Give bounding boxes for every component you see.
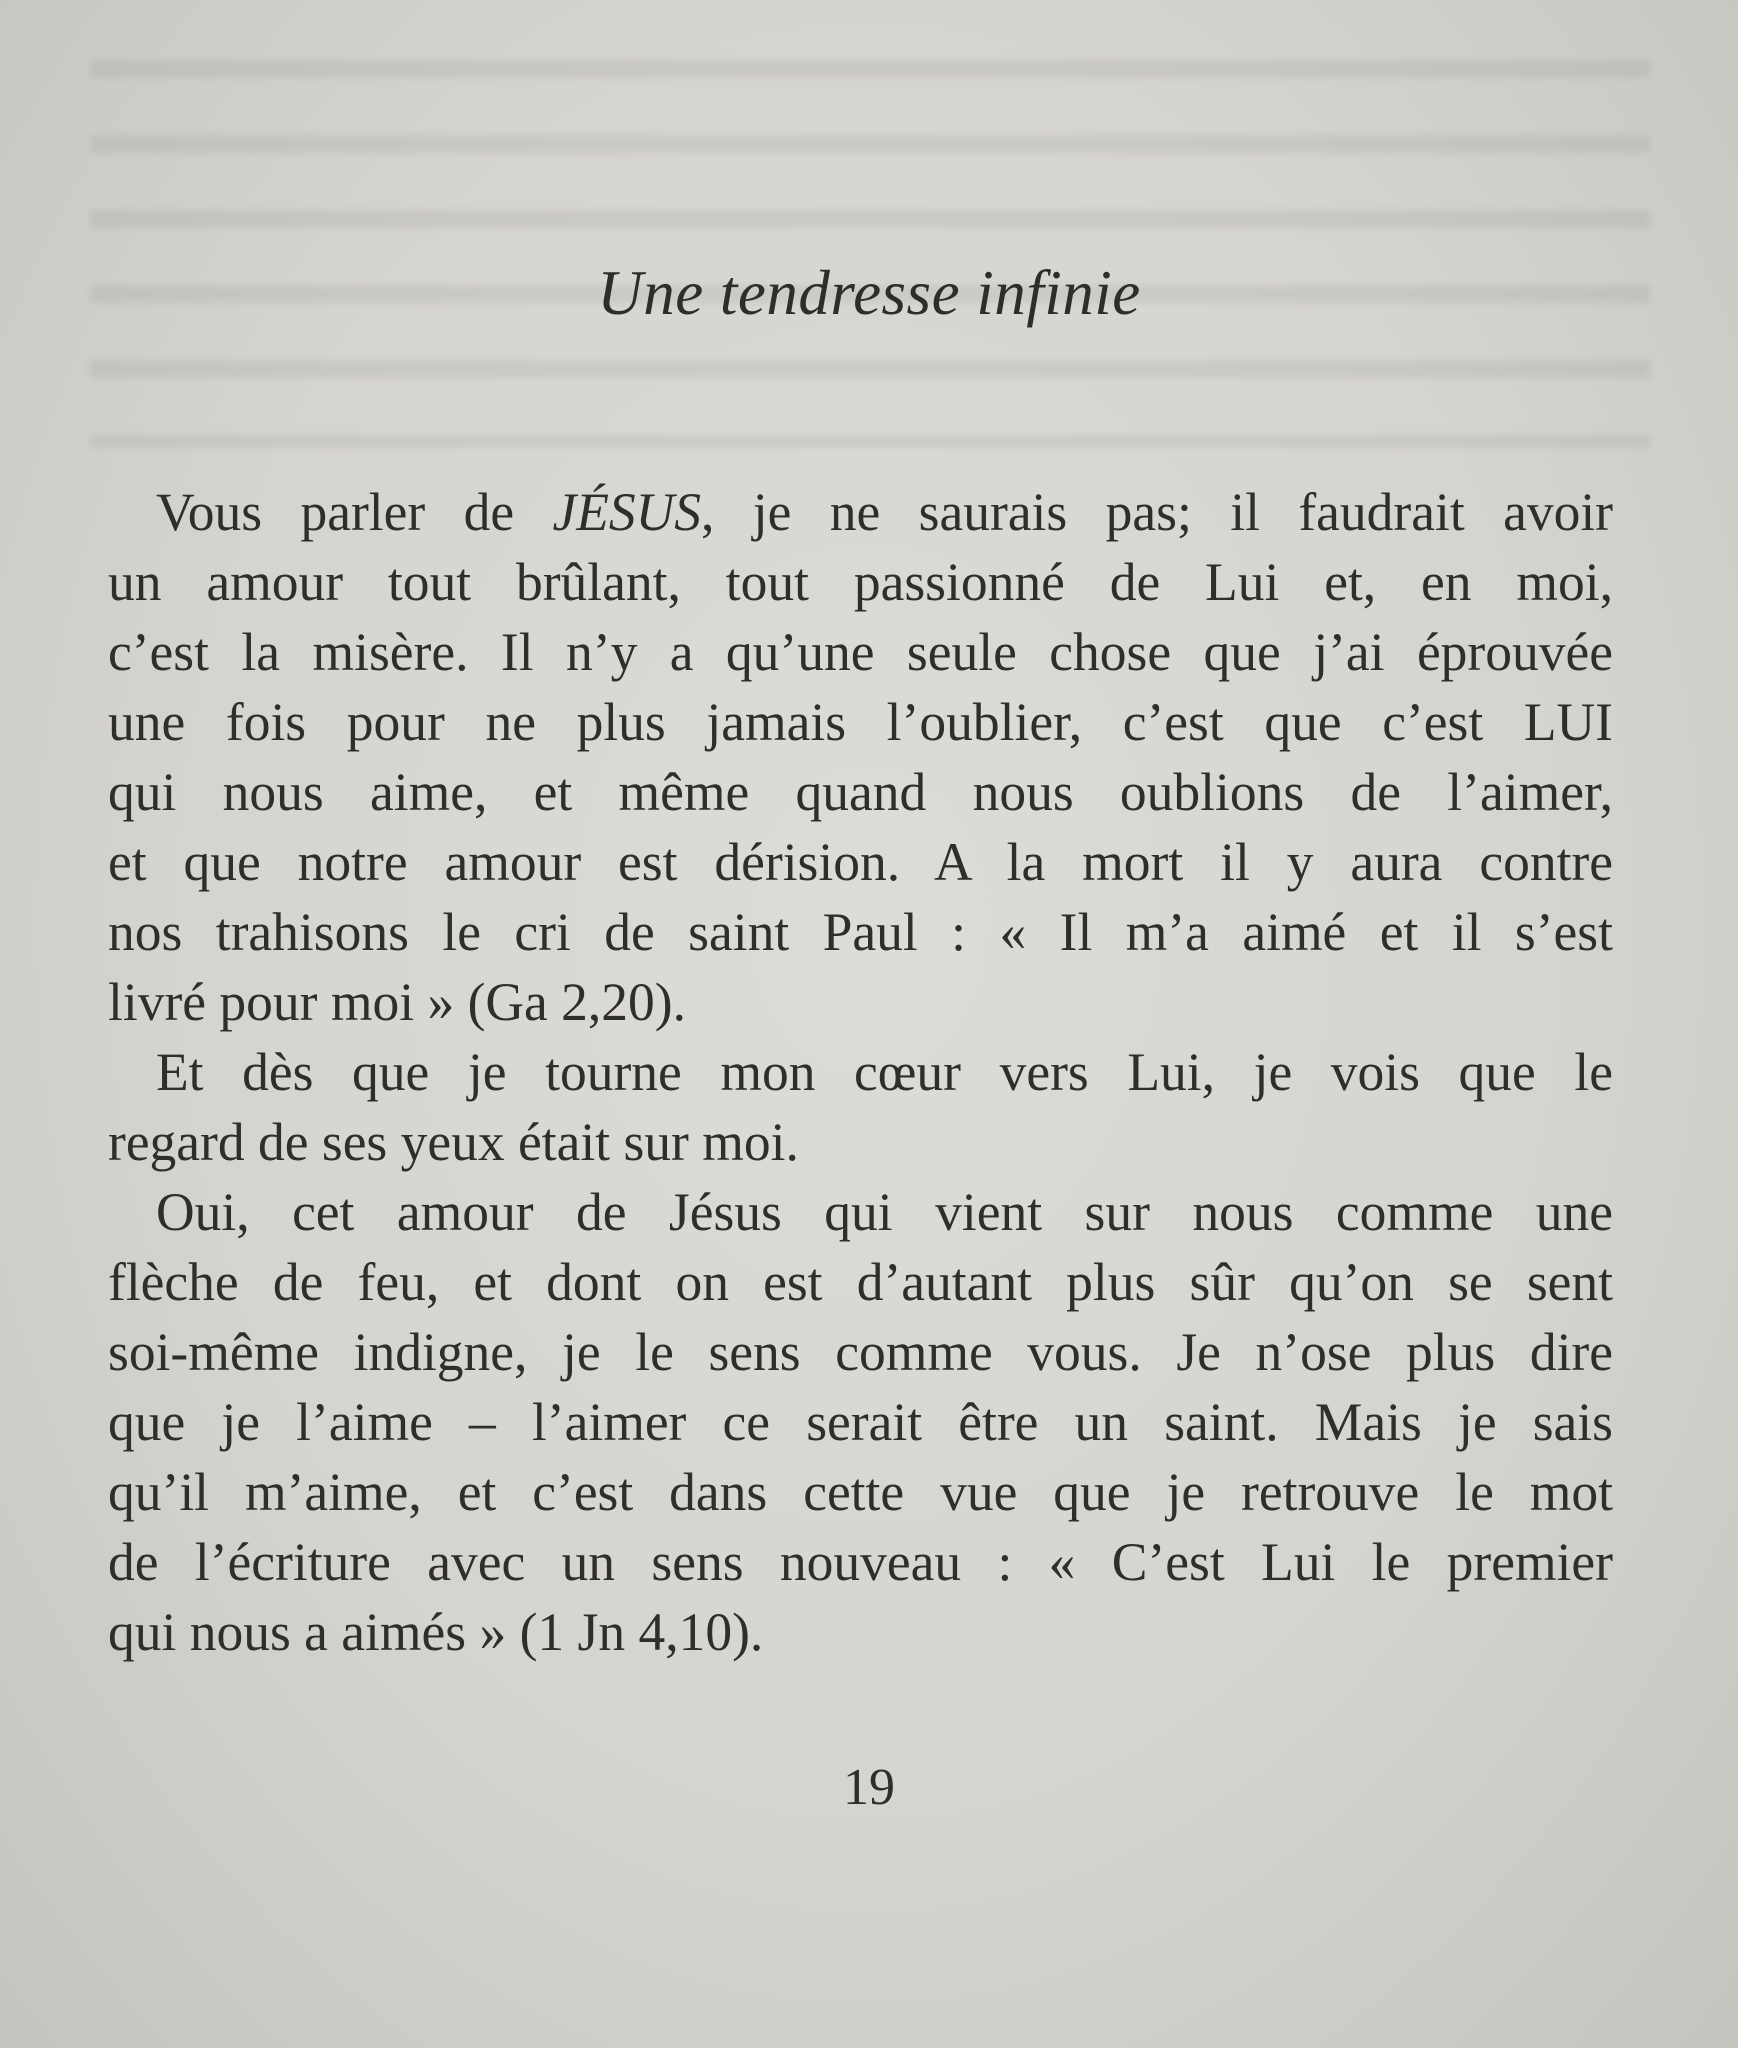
text-line: qui nous aime, et même quand nous oublions de l’aimer,: [108, 762, 1613, 822]
text-line: Vous parler de JÉSUS, je ne saurais pas; il faudrait avoir: [156, 482, 1613, 542]
text-line: nos trahisons le cri de saint Paul : « Il m’a aimé et il s’est: [108, 902, 1613, 962]
body-text: [108, 477, 1613, 1667]
text-line: un amour tout brûlant, tout passionné de Lui et, en moi,: [108, 552, 1613, 612]
emphasized-name: JÉSUS: [552, 482, 702, 542]
chapter-title: Une tendresse infinie: [597, 258, 1141, 328]
text-line: regard de ses yeux était sur moi.: [108, 1112, 799, 1172]
bleed-through-text: [90, 8, 1650, 448]
paragraph: [108, 477, 1613, 1037]
text-line: qu’il m’aime, et c’est dans cette vue que je retrouve le mot: [108, 1462, 1613, 1522]
text-line: livré pour moi » (Ga 2,20).: [108, 972, 686, 1032]
text-line: soi-même indigne, je le sens comme vous. Je n’ose plus dire: [108, 1322, 1613, 1382]
text-line: une fois pour ne plus jamais l’oublier, c’est que c’est LUI: [108, 692, 1613, 752]
text-line: Oui, cet amour de Jésus qui vient sur nous comme une: [156, 1182, 1613, 1242]
text-line: et que notre amour est dérision. A la mort il y aura contre: [108, 832, 1613, 892]
text-line: que je l’aime – l’aimer ce serait être un saint. Mais je sais: [108, 1392, 1613, 1452]
text-line: c’est la misère. Il n’y a qu’une seule chose que j’ai éprouvée: [108, 622, 1613, 682]
paragraph: [108, 1177, 1613, 1667]
paragraph: [108, 1037, 1613, 1177]
text-line: de l’écriture avec un sens nouveau : « C’est Lui le premier: [108, 1532, 1613, 1592]
text-line: flèche de feu, et dont on est d’autant plus sûr qu’on se sent: [108, 1252, 1613, 1312]
page-number: 19: [843, 1759, 895, 1816]
text-line: Et dès que je tourne mon cœur vers Lui, je vois que le: [156, 1042, 1613, 1102]
text-line: qui nous a aimés » (1 Jn 4,10).: [108, 1602, 764, 1662]
